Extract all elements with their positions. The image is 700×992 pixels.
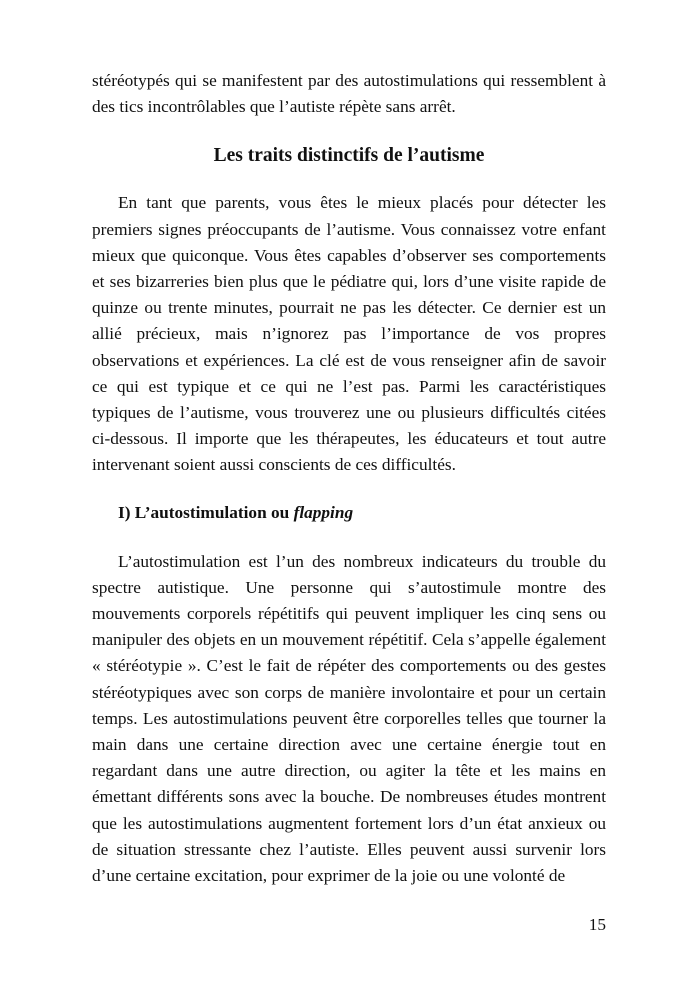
- continuation-paragraph: stéréotypés qui se manifestent par des autostimulations qui ressemblent à des tics incontrôlables que l’autiste répète sans arrêt.: [92, 71, 606, 117]
- section-title: Les traits distinctifs de l’autisme: [213, 145, 485, 167]
- subsection-title: [92, 479, 606, 549]
- subsection-paragraph: L’autostimulation est l’un des nombreux indicateurs du trouble du spectre autistique. Une personne qui s’autostimule montre des mouvements corporels répétitifs qui peuvent impliquer les cinq sens ou manipuler des objets en un mouvement répétitif. Cela s’appelle également « stéréotypie ». C’est le fait de répéter des comportements ou des gestes stéréotypiques avec son corps de manière involontaire et pour un certain temps. Les autostimulations peuvent être corporelles telles que tourner la main dans une certaine direction avec une certaine énergie tout en regardant dans une autre direction, ou agiter la tête et les mains en émettant différents sons avec la bouche. De nombreuses études montrent que les autostimulations augmentent fortement lors d’un état anxieux ou de situation stressante chez l’autiste. Elles peuvent aussi survenir lors d’une certaine excitation, pour exprimer de la joie ou une volonté de: [92, 551, 606, 886]
- page-number: 15: [588, 915, 606, 934]
- intro-paragraph: En tant que parents, vous êtes le mieux placés pour détecter les premiers signes préoccupants de l’autisme. Vous connaissez votre enfant mieux que quiconque. Vous êtes capables d’observer ses comportements et ses bizarreries bien plus que le pédiatre qui, lors d’une visite rapide de quinze ou trente minutes, pourrait ne pas les détecter. Ce dernier est un allié précieux, mais n’ignorez pas l’importance de vos propres observations et expériences. La clé est de vous renseigner afin de savoir ce qui est typique et ce qui ne l’est pas. Parmi les caractéristiques typiques de l’autisme, vous trouverez une ou plusieurs difficultés citées ci-dessous. Il importe que les thérapeutes, les éducateurs et tout autre intervenant soient aussi conscients de ces difficultés.: [92, 193, 606, 475]
- subsection-title-prefix: I) L’autostimulation ou: [118, 502, 294, 522]
- page-body: [92, 68, 606, 889]
- subsection-title-emphasis: flapping: [293, 502, 354, 522]
